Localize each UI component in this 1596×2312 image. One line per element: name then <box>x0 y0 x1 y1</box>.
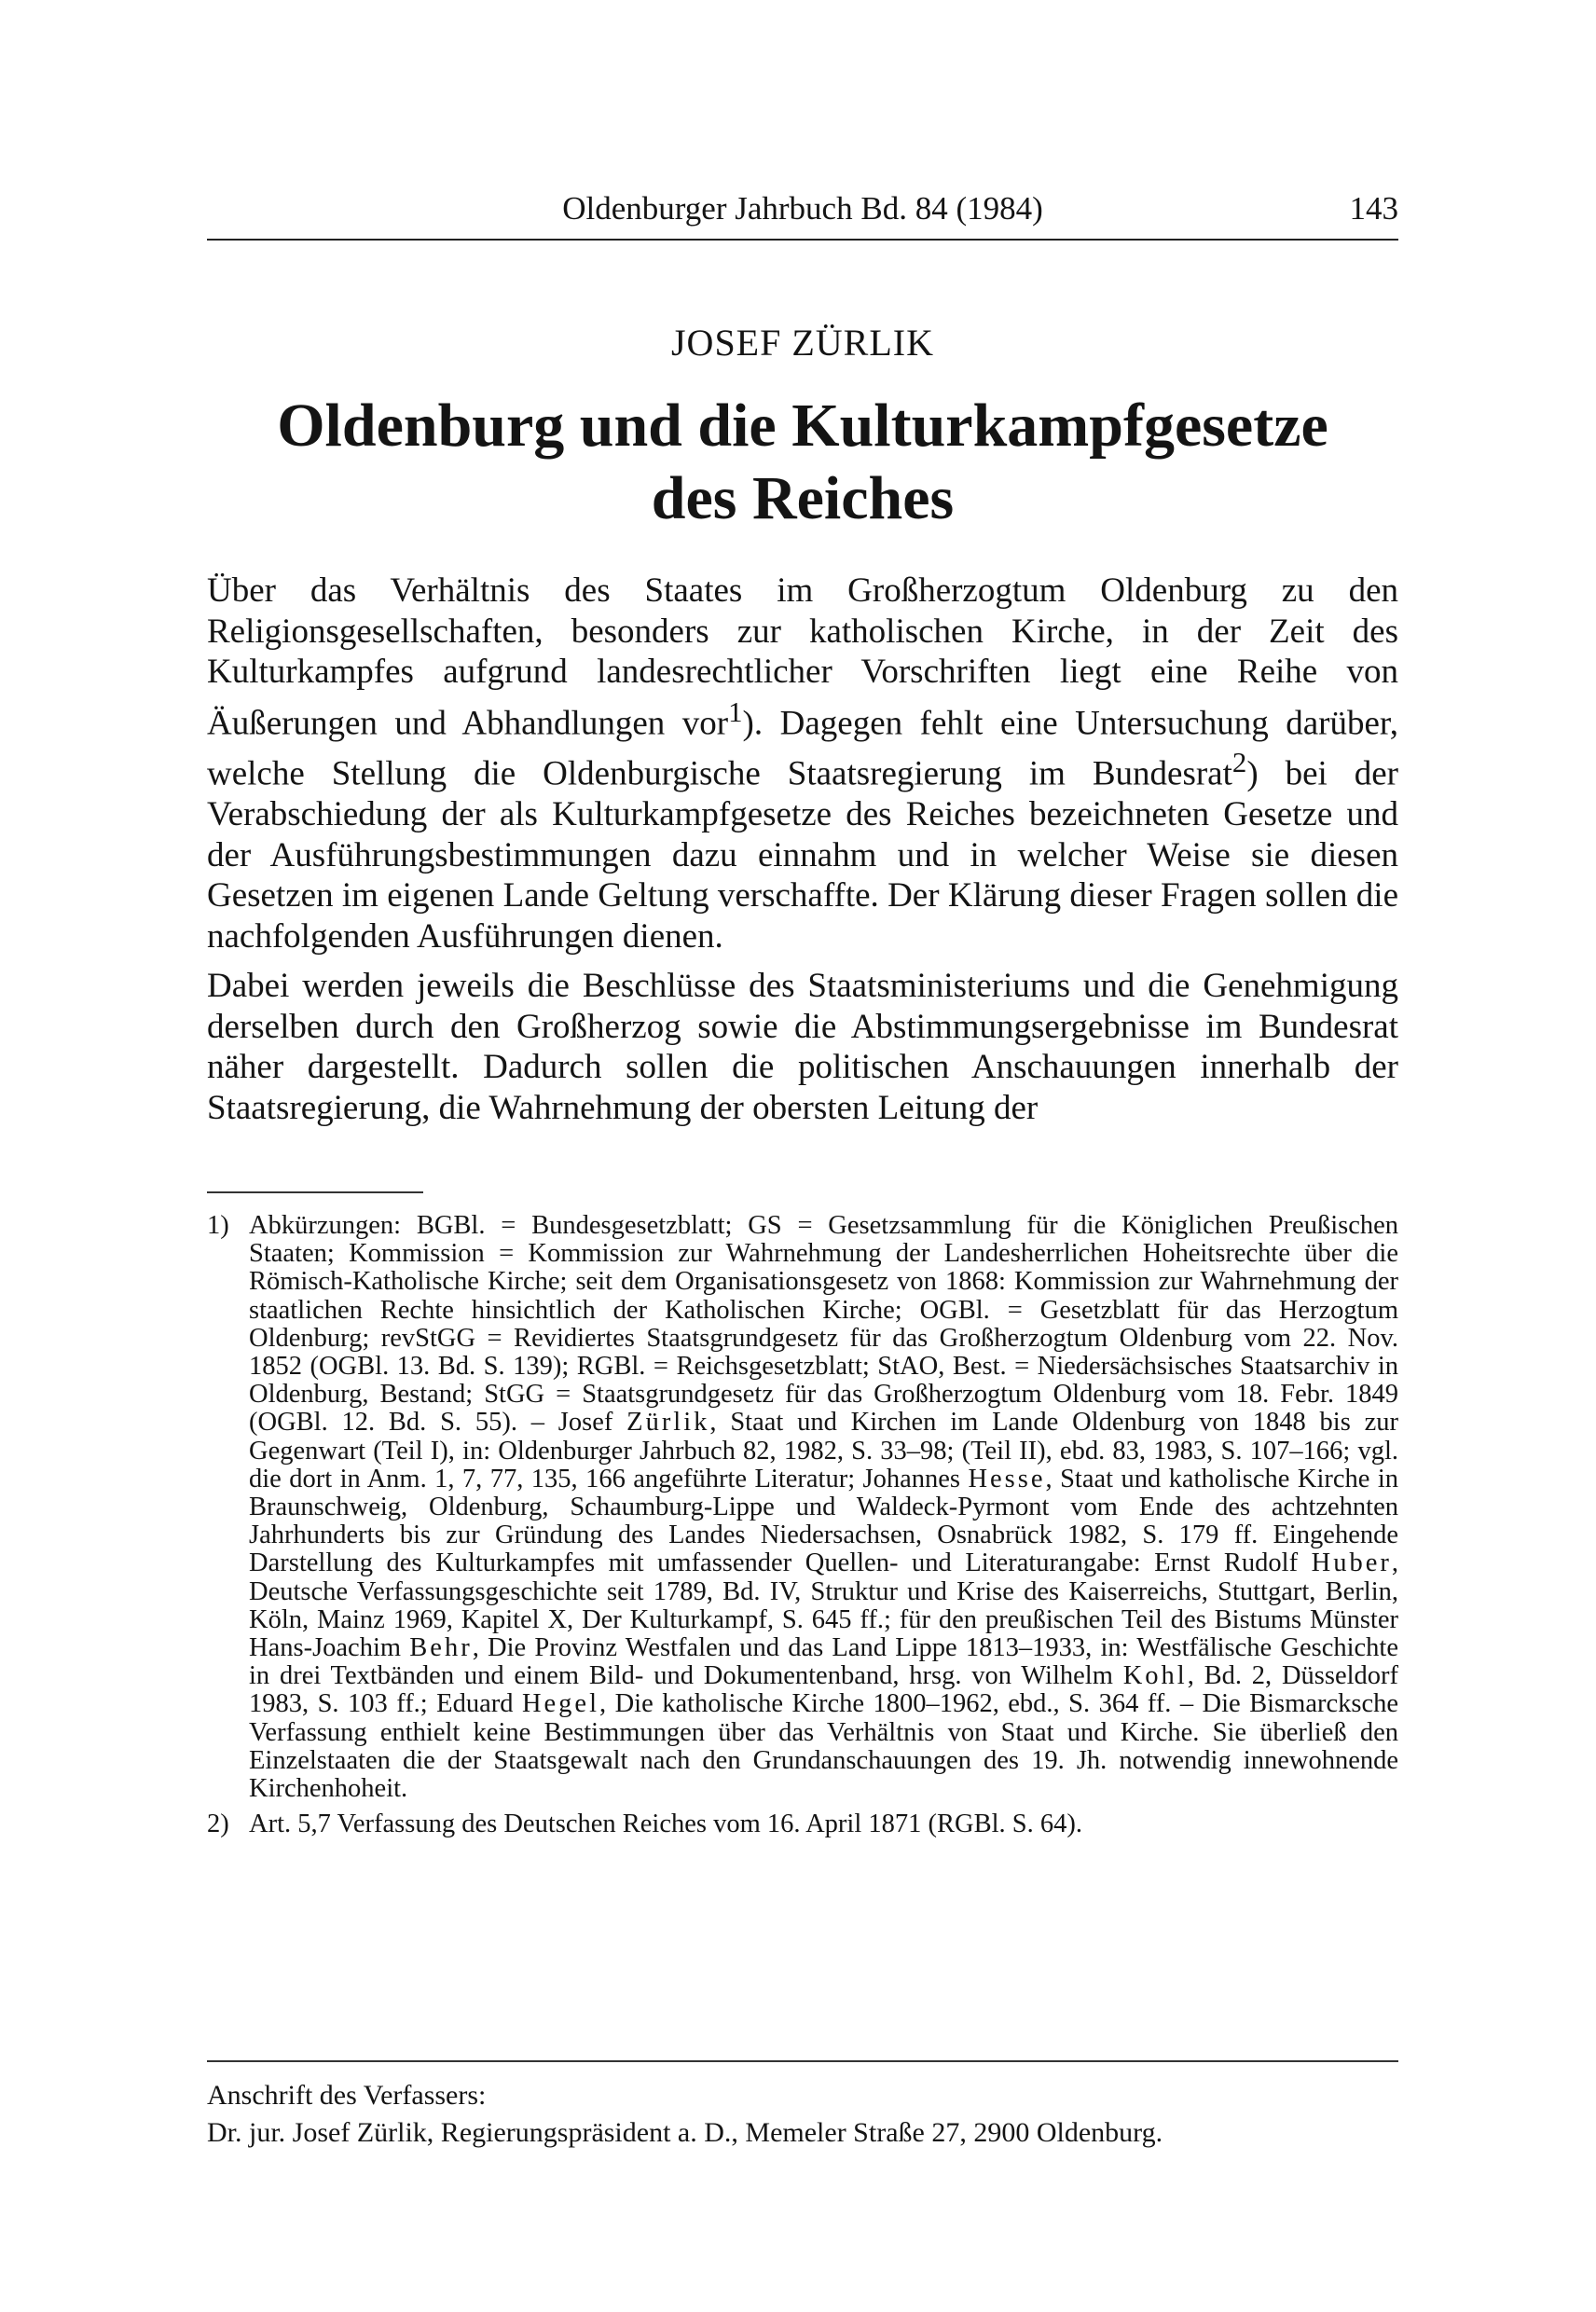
footnote-text: Art. 5,7 Verfassung des Deutschen Reiches vom 16. April 1871 (RGBl. S. 64). <box>249 1810 1082 1839</box>
header-rule <box>207 239 1398 241</box>
footnote-rule <box>207 1191 423 1193</box>
article-author: JOSEF ZÜRLIK <box>670 322 935 364</box>
body-paragraph-1 <box>207 571 1398 956</box>
footnote-text: , Staat und katholische Kirche in Braunschweig, Oldenburg, Schaumburg-Lippe und Waldeck-Pyrmont vom Ende des achtzehnten Jahrhunderts bis zur Gründung des Landes Niedersachsen, Osnabrück 1982, S. 179 ff. Eingehende Darstellung des Kulturkampfes mit umfassender Quellen- und Literaturangabe: Ernst Rudolf <box>249 1464 1399 1578</box>
footnote-text: , Staat und Kirchen im Lande Oldenburg von 1848 bis zur Gegenwart (Teil I), in: Oldenburger Jahrbuch 82, 1982, S. 33–98; (Teil II), ebd. 83, 1983, S. 107–166; vgl. die dort in Anm. 1, 7, 77, 135, 166 angeführte Literatur; Johannes <box>249 1408 1398 1493</box>
author-name: Kohl <box>1122 1661 1188 1691</box>
footnote-text: , Deutsche Verfassungsgeschichte seit 1789, Bd. IV, Struktur und Krise des Kaiserreichs, Stuttgart, Berlin, Köln, Mainz 1969, Kapitel X, Der Kulturkampf, S. 645 ff.; für den preußischen Teil des Bistums Münster Hans-Joachim <box>249 1548 1398 1663</box>
address-text: Dr. jur. Josef Zürlik, Regierungspräsident a. D., Memeler Straße 27, 2900 Oldenburg. <box>207 2117 1163 2148</box>
author-address <box>207 2077 1398 2152</box>
author-name: Zürlik <box>626 1408 710 1438</box>
footnote-ref-2: 2 <box>1231 747 1247 779</box>
address-rule <box>207 2060 1398 2062</box>
article-title <box>207 390 1398 535</box>
body-text: Über das Verhältnis des Staates im Großherzogtum Oldenburg zu den Religionsgesellschaften, besonders zur katholischen Kirche, in der Zeit des Kulturkampfes aufgrund landesrechtlicher Vorschriften liegt eine Reihe von Äußerungen und Abhandlungen vor <box>207 571 1398 742</box>
author-name: Hegel <box>521 1689 600 1719</box>
body-paragraph-2: Dabei werden jeweils die Beschlüsse des Staatsministeriums und die Genehmigung derselben durch den Großherzog sowie die Abstimmungsergebnisse im Bundesrat näher dargestellt. Dadurch sollen die politischen Anschauungen innerhalb der Staatsregierung, die Wahrnehmung der obersten Leitung der <box>207 967 1398 1127</box>
article-body <box>207 571 1398 1137</box>
footnote-2 <box>207 1810 1398 1838</box>
footnote-text: , Die katholische Kirche 1800–1962, ebd., S. 364 ff. – Die Bismarcksche Verfassung enthielt keine Bestimmungen über das Verhältnis von Staat und Kirche. Sie überließ den Einzelstaaten die der Staatsgewalt nach den Grundanschauungen des 19. Jh. notwendig innewohnende Kirchenhoheit. <box>249 1689 1398 1804</box>
footnote-marker: 2) <box>207 1810 229 1839</box>
running-head <box>207 190 1398 237</box>
article-title-line-2: des Reiches <box>651 464 955 532</box>
body-text: ). Dagegen fehlt eine Untersuchung darüber, welche Stellung die Oldenburgische Staatsregierung im Bundesrat <box>207 703 1398 793</box>
footnote-text: , Bd. 2, Düsseldorf 1983, S. 103 ff.; Eduard <box>249 1661 1399 1719</box>
footnote-1 <box>207 1212 1398 1803</box>
author-name: Huber <box>1311 1548 1392 1578</box>
body-text: ) bei der Verabschiedung der als Kulturkampfgesetze des Reiches bezeichneten Gesetze und der Ausführungsbestimmungen dazu einnahm und in welcher Weise sie diesen Gesetzen im eigenen Lande Geltung verschaffte. Der Klärung dieser Fragen sollen die nachfolgenden Ausführungen dienen. <box>207 754 1398 956</box>
footnote-text: Abkürzungen: BGBl. = Bundesgesetzblatt; GS = Gesetzsammlung für die Königlichen Preußischen Staaten; Kommission = Kommission zur Wahrnehmung der Landesherrlichen Hoheitsrechte über die Römisch-Katholische Kirche; seit dem Organisationsgesetz von 1868: Kommission zur Wahrnehmung der staatlichen Rechte hinsichtlich der Katholischen Kirche; OGBl. = Gesetzblatt für das Herzogtum Oldenburg; revStGG = Revidiertes Staatsgrundgesetz für das Großherzogtum Oldenburg vom 22. Nov. 1852 (OGBl. 13. Bd. S. 139); RGBl. = Reichsgesetzblatt; StAO, Best. = Niedersächsisches Staatsarchiv in Oldenburg, Bestand; StGG = Staatsgrundgesetz für das Großherzogtum Oldenburg vom 18. Febr. 1849 (OGBl. 12. Bd. S. 55). – Josef <box>249 1211 1398 1438</box>
article-title-line-1: Oldenburg und die Kulturkampfgesetze <box>277 392 1328 460</box>
author-name: Hesse <box>968 1464 1046 1493</box>
footnote-ref-1: 1 <box>728 695 743 728</box>
journal-title: Oldenburger Jahrbuch Bd. 84 (1984) <box>562 190 1043 227</box>
author-name: Behr <box>409 1633 473 1663</box>
footnote-marker: 1) <box>207 1211 229 1240</box>
address-label: Anschrift des Verfassers: <box>207 2080 487 2111</box>
footnotes <box>207 1212 1398 1846</box>
footnote-text: , Die Provinz Westfalen und das Land Lippe 1813–1933, in: Westfälische Geschichte in drei Textbänden und einem Bild- und Dokumentenband, hrsg. von Wilhelm <box>249 1633 1398 1691</box>
page-number: 143 <box>1349 190 1398 227</box>
